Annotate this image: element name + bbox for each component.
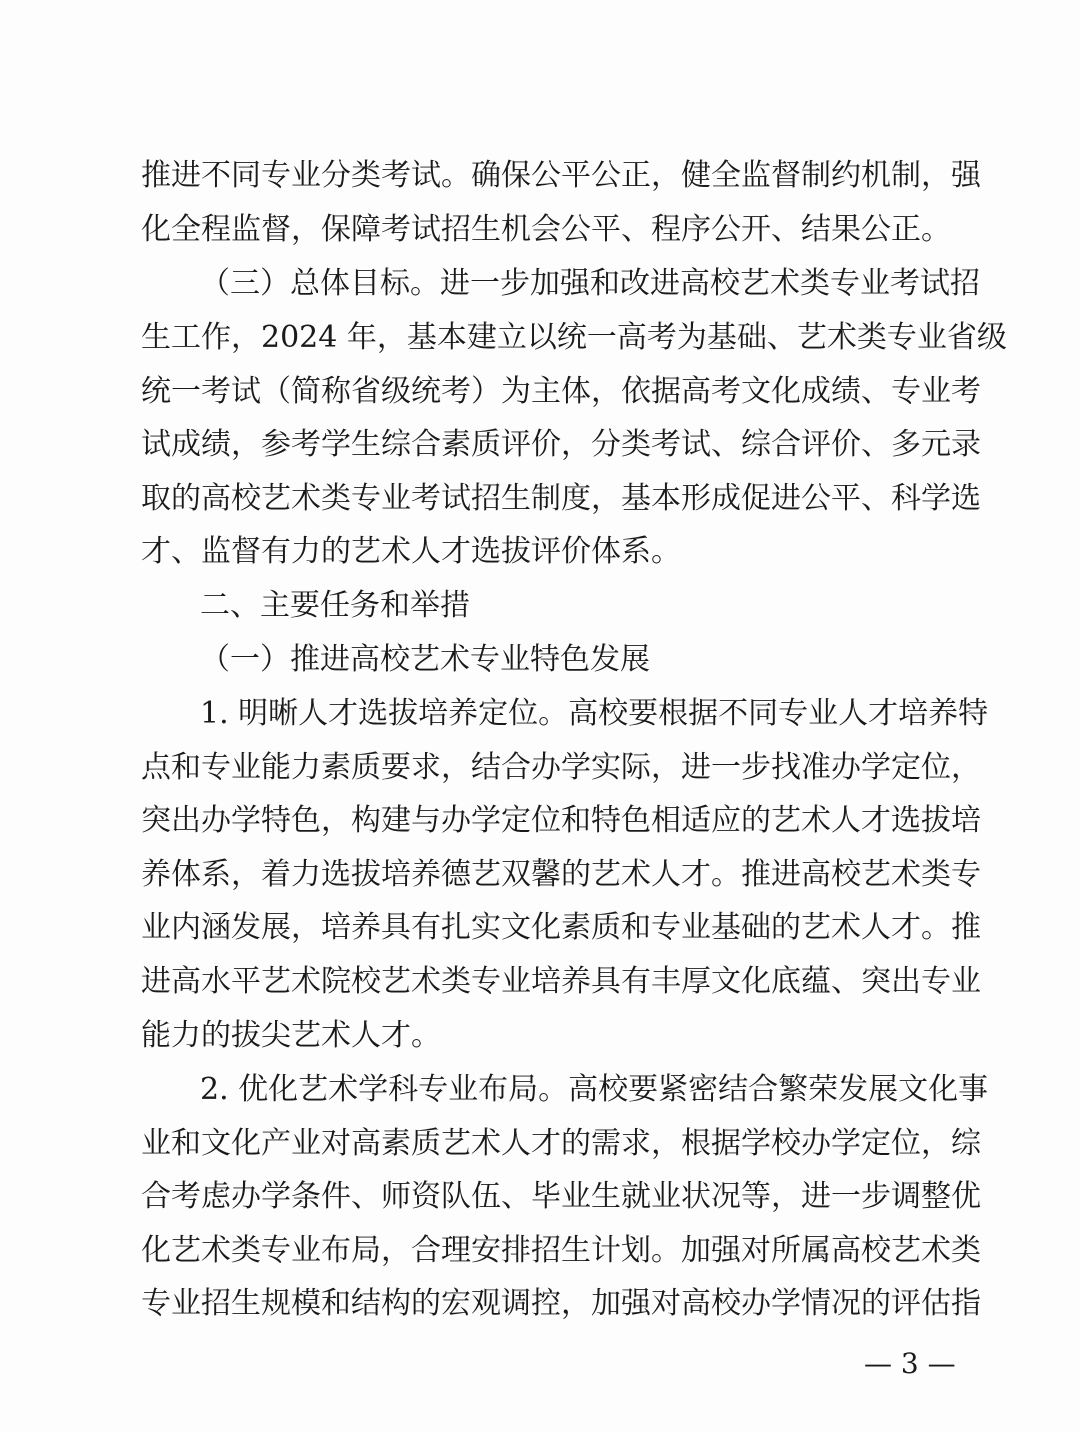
subsection-heading: （一）推进高校艺术专业特色发展 [200,642,650,677]
section-heading: 二、主要任务和举措 [200,588,470,623]
text-line: 统一考试（简称省级统考）为主体，依据高考文化成绩、专业考 [141,374,981,409]
text-line: 取的高校艺术类专业考试招生制度，基本形成促进公平、科学选 [141,481,981,516]
page-number: — 3 — [864,1347,956,1380]
text-line: 养体系，着力选拔培养德艺双馨的艺术人才。推进高校艺术类专 [141,857,981,892]
text-line: 推进不同专业分类考试。确保公平公正，健全监督制约机制，强 [141,158,981,193]
text-line: 业和文化产业对高素质艺术人才的需求，根据学校办学定位，综 [141,1126,981,1161]
text-line: 化全程监督，保障考试招生机会公平、程序公开、结果公正。 [141,212,951,247]
text-line: 业内涵发展，培养具有扎实文化素质和专业基础的艺术人才。推 [141,910,981,945]
text-line: 突出办学特色，构建与办学定位和特色相适应的艺术人才选拔培 [141,803,981,838]
text-line: 合考虑办学条件、师资队伍、毕业生就业状况等，进一步调整优 [141,1179,981,1214]
text-line: 2. 优化艺术学科专业布局。高校要紧密结合繁荣发展文化事 [200,1072,989,1107]
text-line: 进高水平艺术院校艺术类专业培养具有丰厚文化底蕴、突出专业 [141,964,981,999]
text-line: 点和专业能力素质要求，结合办学实际，进一步找准办学定位， [141,750,981,785]
text-line: 试成绩，参考学生综合素质评价，分类考试、综合评价、多元录 [141,427,981,462]
text-line: 专业招生规模和结构的宏观调控，加强对高校办学情况的评估指 [141,1286,981,1321]
text-line: 生工作，2024 年，基本建立以统一高考为基础、艺术类专业省级 [141,320,1007,355]
text-line: 1. 明晰人才选拔培养定位。高校要根据不同专业人才培养特 [200,696,989,731]
text-line: 才、监督有力的艺术人才选拔评价体系。 [141,534,681,569]
text-line: 能力的拔尖艺术人才。 [141,1018,441,1053]
text-line: 化艺术类专业布局，合理安排招生计划。加强对所属高校艺术类 [141,1233,981,1268]
text-line: （三）总体目标。进一步加强和改进高校艺术类专业考试招 [200,266,980,301]
